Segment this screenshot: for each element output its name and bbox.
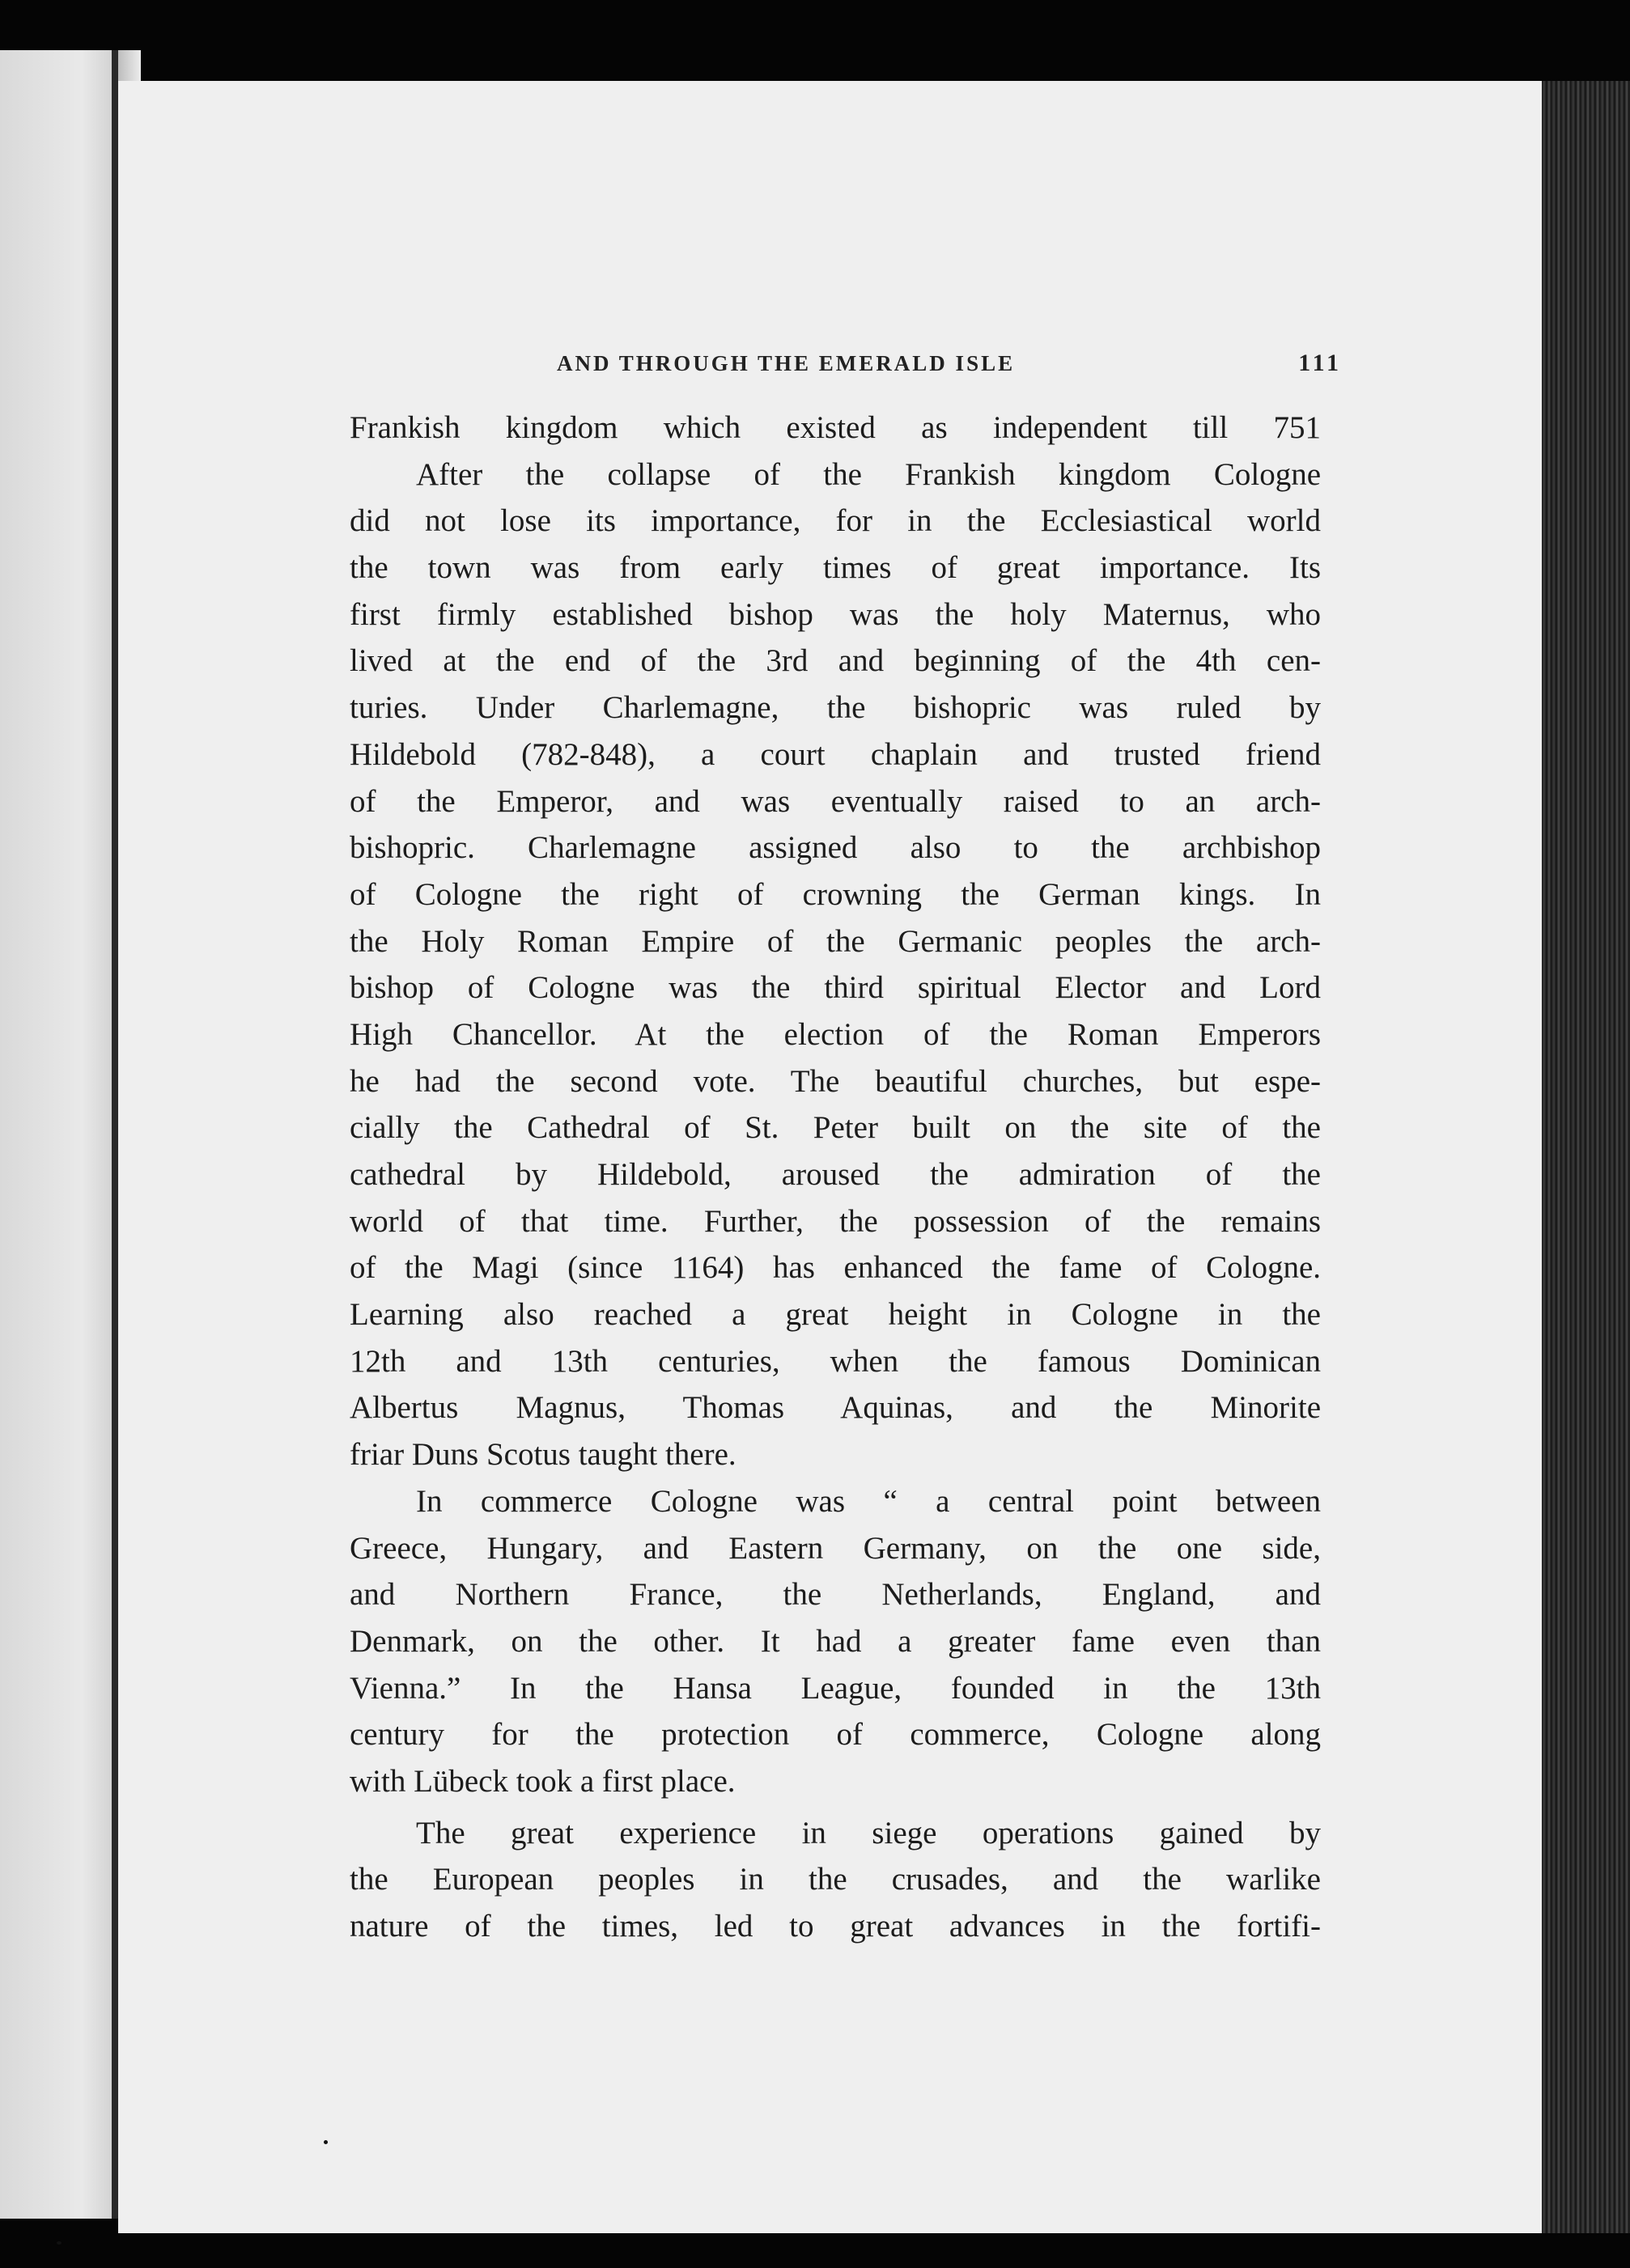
scan-speck bbox=[57, 2241, 62, 2245]
text-line: Frankish kingdom which existed as independent till 751 bbox=[350, 410, 1321, 445]
text-line: turies. Under Charlemagne, the bishopric was ruled by bbox=[350, 690, 1321, 726]
page-edges bbox=[1542, 81, 1630, 2233]
text-line: did not lose its importance, for in the Ecclesiastical world bbox=[350, 503, 1321, 539]
text-line: Learning also reached a great height in Cologne in the bbox=[350, 1297, 1321, 1333]
text-line: The great experience in siege operations gained by bbox=[416, 1815, 1321, 1850]
text-line: High Chancellor. At the election of the Roman Emperors bbox=[350, 1016, 1321, 1052]
text-line: cathedral by Hildebold, aroused the admiration of the bbox=[350, 1157, 1321, 1192]
scan-speck bbox=[324, 2140, 328, 2144]
text-line: Hildebold (782-848), a court chaplain and trusted friend bbox=[350, 736, 1321, 772]
text-line: Denmark, on the other. It had a greater fame even than bbox=[350, 1623, 1321, 1659]
text-line: with Lübeck took a first place. bbox=[350, 1763, 736, 1799]
text-line: After the collapse of the Frankish kingdom Cologne bbox=[416, 456, 1321, 492]
text-line: cially the Cathedral of St. Peter built on the site of the bbox=[350, 1110, 1321, 1146]
text-line: lived at the end of the 3rd and beginning of the 4th cen- bbox=[350, 643, 1321, 679]
text-line: he had the second vote. The beautiful churches, but espe- bbox=[350, 1063, 1321, 1099]
text-line: Vienna.” In the Hansa League, founded in the 13th bbox=[350, 1670, 1321, 1706]
text-line: first firmly established bishop was the holy Maternus, who bbox=[350, 596, 1321, 632]
text-line: Albertus Magnus, Thomas Aquinas, and the Minorite bbox=[350, 1390, 1321, 1426]
text-line: Greece, Hungary, and Eastern Germany, on the one side, bbox=[350, 1530, 1321, 1566]
text-line: of the Emperor, and was eventually raised to an arch- bbox=[350, 783, 1321, 819]
text-line: the Holy Roman Empire of the Germanic peoples the arch- bbox=[350, 923, 1321, 959]
text-line: nature of the times, led to great advances in the fortifi- bbox=[350, 1909, 1321, 1944]
text-line: the town was from early times of great importance. Its bbox=[350, 550, 1321, 586]
text-line: In commerce Cologne was “ a central point between bbox=[416, 1483, 1321, 1519]
page-number: 111 bbox=[1298, 350, 1342, 376]
book-gutter bbox=[112, 50, 118, 2219]
text-line: bishopric. Charlemagne assigned also to the archbishop bbox=[350, 830, 1321, 866]
text-line: and Northern France, the Netherlands, England, and bbox=[350, 1577, 1321, 1613]
text-line: century for the protection of commerce, Cologne along bbox=[350, 1717, 1321, 1753]
text-line: world of that time. Further, the possession of the remains bbox=[350, 1203, 1321, 1239]
text-line: of Cologne the right of crowning the German kings. In bbox=[350, 876, 1321, 912]
running-head: AND THROUGH THE EMERALD ISLE bbox=[557, 351, 1016, 375]
text-line: friar Duns Scotus taught there. bbox=[350, 1437, 736, 1473]
text-line: 12th and 13th centuries, when the famous Dominican bbox=[350, 1343, 1321, 1379]
text-line: bishop of Cologne was the third spiritual Elector and Lord bbox=[350, 970, 1321, 1006]
left-page-edge bbox=[0, 50, 117, 2219]
body-text bbox=[350, 405, 1321, 1950]
text-line: of the Magi (since 1164) has enhanced the fame of Cologne. bbox=[350, 1250, 1321, 1286]
text-line: the European peoples in the crusades, and the warlike bbox=[350, 1862, 1321, 1897]
